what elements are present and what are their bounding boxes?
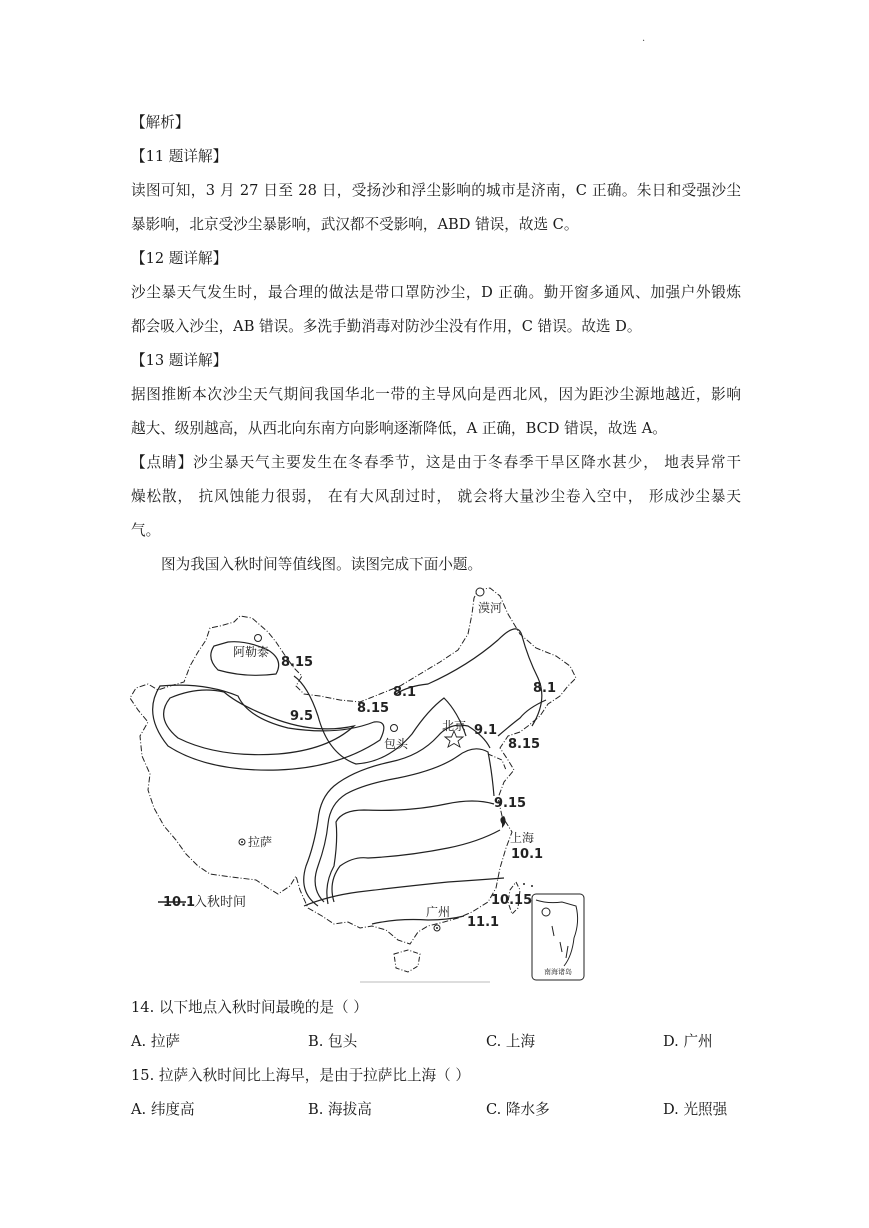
contour-915 (304, 725, 490, 906)
inset-label: 南海诸岛 (544, 968, 572, 976)
question-14-stem: 14. 以下地点入秋时间最晚的是（ ） (131, 999, 368, 1016)
label-baotou: 包头 (384, 737, 409, 751)
q12-line-2: 都会吸入沙尘，AB 错误。多洗手勤消毒对防沙尘没有作用，C 错误。故选 D。 (131, 318, 642, 335)
q13-line-2: 越大、级别越高，从西北向东南方向影响逐渐降低，A 正确，BCD 错误，故选 A。 (131, 420, 667, 437)
label-aletai: 阿勒泰 (233, 645, 270, 659)
beijing-star (445, 731, 463, 747)
question-15-stem: 15. 拉萨入秋时间比上海早，是由于拉萨比上海（ ） (131, 1067, 470, 1084)
question-15-option-c: C. 降水多 (486, 1101, 550, 1118)
analysis-heading: 【解析】 (131, 114, 190, 131)
contour-label-1015: 10.15 (491, 893, 533, 908)
question-14-option-c: C. 上海 (486, 1033, 536, 1050)
contour-915-inner (315, 749, 494, 902)
contour-101 (332, 830, 500, 902)
label-lasa: 拉萨 (248, 835, 273, 849)
contour-label-81-n: 8.1 (393, 685, 417, 700)
contour-95-outer (153, 685, 384, 770)
figure-intro: 图为我国入秋时间等值线图。读图完成下面小题。 (161, 556, 483, 573)
question-15-option-d: D. 光照强 (663, 1101, 728, 1118)
legend-label: 入秋时间 (194, 895, 247, 910)
contour-95-inner (164, 690, 354, 755)
q12-heading: 【12 题详解】 (131, 250, 228, 267)
q11-line-1: 读图可知，3 月 27 日至 28 日，受扬沙和浮尘影响的城市是济南，C 正确。朱日和受强沙尘 (131, 182, 741, 199)
q13-heading: 【13 题详解】 (131, 352, 228, 369)
contour-label-815-nw: 8.15 (281, 655, 314, 670)
question-14-option-d: D. 广州 (663, 1033, 713, 1050)
contour-81-n (396, 629, 542, 726)
contour-815-central (294, 676, 466, 764)
legend-value: 10.1 (163, 895, 196, 910)
contour-label-101: 10.1 (511, 847, 544, 862)
label-shanghai: 上海 (510, 831, 535, 845)
tip-line-3: 气。 (131, 522, 161, 539)
contour-label-111: 11.1 (467, 915, 500, 930)
contour-label-815-n: 8.15 (357, 701, 390, 716)
question-15-option-a: A. 纬度高 (131, 1101, 195, 1118)
q11-heading: 【11 题详解】 (131, 148, 228, 165)
contour-label-81-ne: 8.1 (533, 681, 557, 696)
hainan-island (394, 950, 420, 972)
shanghai-marker (500, 816, 505, 828)
label-beijing: 北京 (442, 719, 467, 733)
tip-line-1: 【点睛】沙尘暴天气主要发生在冬春季节，这是由于冬春季干旱区降水甚少， 地表异常干 (131, 454, 741, 471)
question-14-option-a: A. 拉萨 (131, 1033, 181, 1050)
label-guangzhou: 广州 (426, 905, 451, 919)
autumn-onset-contour-map (128, 586, 598, 986)
question-15-option-b: B. 海拔高 (308, 1101, 372, 1118)
q13-line-1: 据图推断本次沙尘天气期间我国华北一带的主导风向是西北风，因为距沙尘源地越近，影响 (131, 386, 741, 403)
q11-line-2: 暴影响，北京受沙尘暴影响，武汉都不受影响，ABD 错误，故选 C。 (131, 216, 579, 233)
china-boundary (130, 588, 576, 944)
contour-label-91: 9.1 (474, 723, 498, 738)
contour-label-815-e: 8.15 (508, 737, 541, 752)
contour-915-east (327, 801, 494, 904)
q12-line-1: 沙尘暴天气发生时，最合理的做法是带口罩防沙尘，D 正确。勤开窗多通风、加强户外锻炼 (131, 284, 741, 301)
contour-label-915: 9.15 (494, 796, 527, 811)
tip-line-2: 燥松散， 抗风蚀能力很弱， 在有大风刮过时， 就会将大量沙尘卷入空中， 形成沙尘暴天 (131, 488, 741, 505)
question-14-option-b: B. 包头 (308, 1033, 358, 1050)
header-mark: · (642, 36, 646, 47)
label-mohe: 漠河 (478, 601, 503, 615)
contour-label-95: 9.5 (290, 709, 314, 724)
